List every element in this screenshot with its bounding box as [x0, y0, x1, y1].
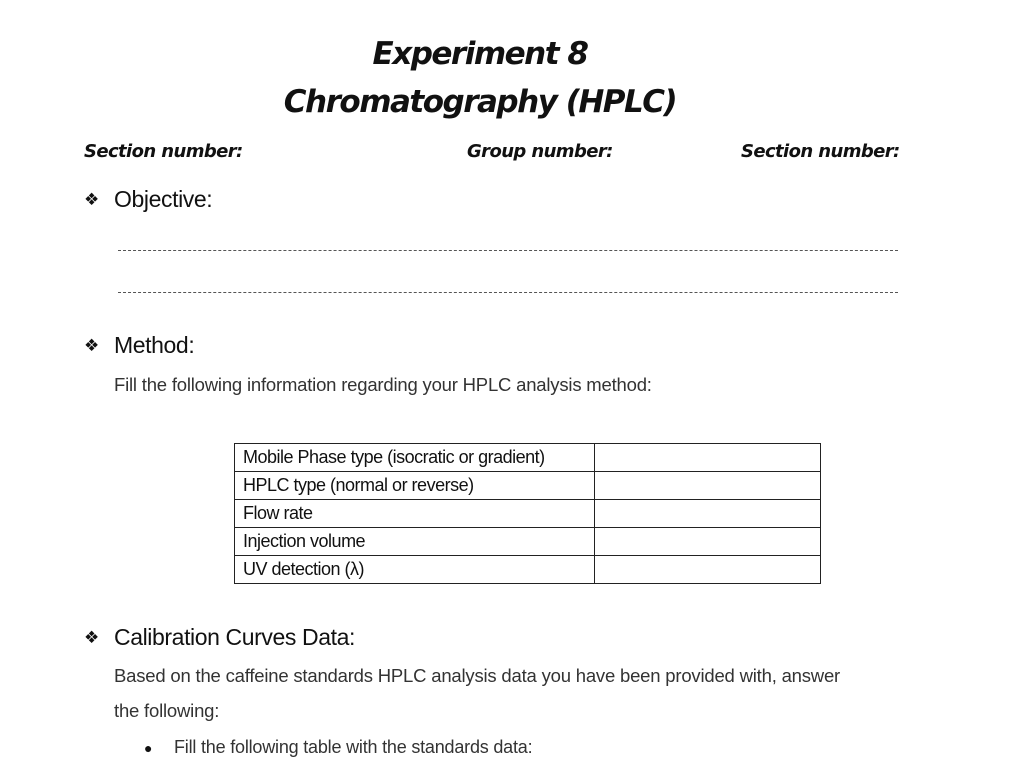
method-instruction: Fill the following information regarding your HPLC analysis method: — [114, 374, 652, 395]
table-cell-label: Flow rate — [235, 500, 595, 528]
method-table — [234, 443, 821, 584]
calibration-paragraph-line-2: the following: — [114, 700, 220, 721]
objective-answer-line-2[interactable] — [118, 292, 898, 293]
table-cell-value[interactable] — [595, 556, 821, 584]
table-row — [235, 556, 821, 584]
table-row — [235, 472, 821, 500]
table-cell-value[interactable] — [595, 472, 821, 500]
table-row — [235, 500, 821, 528]
diamond-bullet-icon: ❖ — [84, 335, 99, 355]
objective-heading — [84, 186, 212, 213]
list-item-text: Fill the following table with the standards data: — [174, 737, 533, 757]
group-number-label: Group number: — [467, 141, 613, 162]
document-subtitle: Chromatography (HPLC) — [283, 84, 677, 120]
table-cell-label: UV detection (λ) — [235, 556, 595, 584]
method-heading — [84, 332, 194, 359]
table-row — [235, 528, 821, 556]
table-cell-value[interactable] — [595, 444, 821, 472]
calibration-heading — [84, 624, 355, 651]
table-cell-value[interactable] — [595, 528, 821, 556]
calibration-paragraph-line-1: Based on the caffeine standards HPLC analysis data you have been provided with, answer — [114, 665, 841, 686]
section-number-label-left: Section number: — [84, 141, 243, 162]
table-row — [235, 444, 821, 472]
bullet-dot-icon: ● — [144, 739, 153, 756]
diamond-bullet-icon: ❖ — [84, 627, 99, 647]
document-title: Experiment 8 — [372, 36, 588, 72]
calibration-heading-text: Calibration Curves Data: — [114, 624, 355, 650]
table-cell-label: HPLC type (normal or reverse) — [235, 472, 595, 500]
table-cell-value[interactable] — [595, 500, 821, 528]
objective-answer-line-1[interactable] — [118, 250, 898, 251]
table-cell-label: Mobile Phase type (isocratic or gradient) — [235, 444, 595, 472]
table-cell-label: Injection volume — [235, 528, 595, 556]
objective-heading-text: Objective: — [114, 186, 213, 212]
list-item — [144, 737, 532, 758]
section-number-label-right: Section number: — [741, 141, 900, 162]
diamond-bullet-icon: ❖ — [84, 189, 99, 209]
method-heading-text: Method: — [114, 332, 195, 358]
